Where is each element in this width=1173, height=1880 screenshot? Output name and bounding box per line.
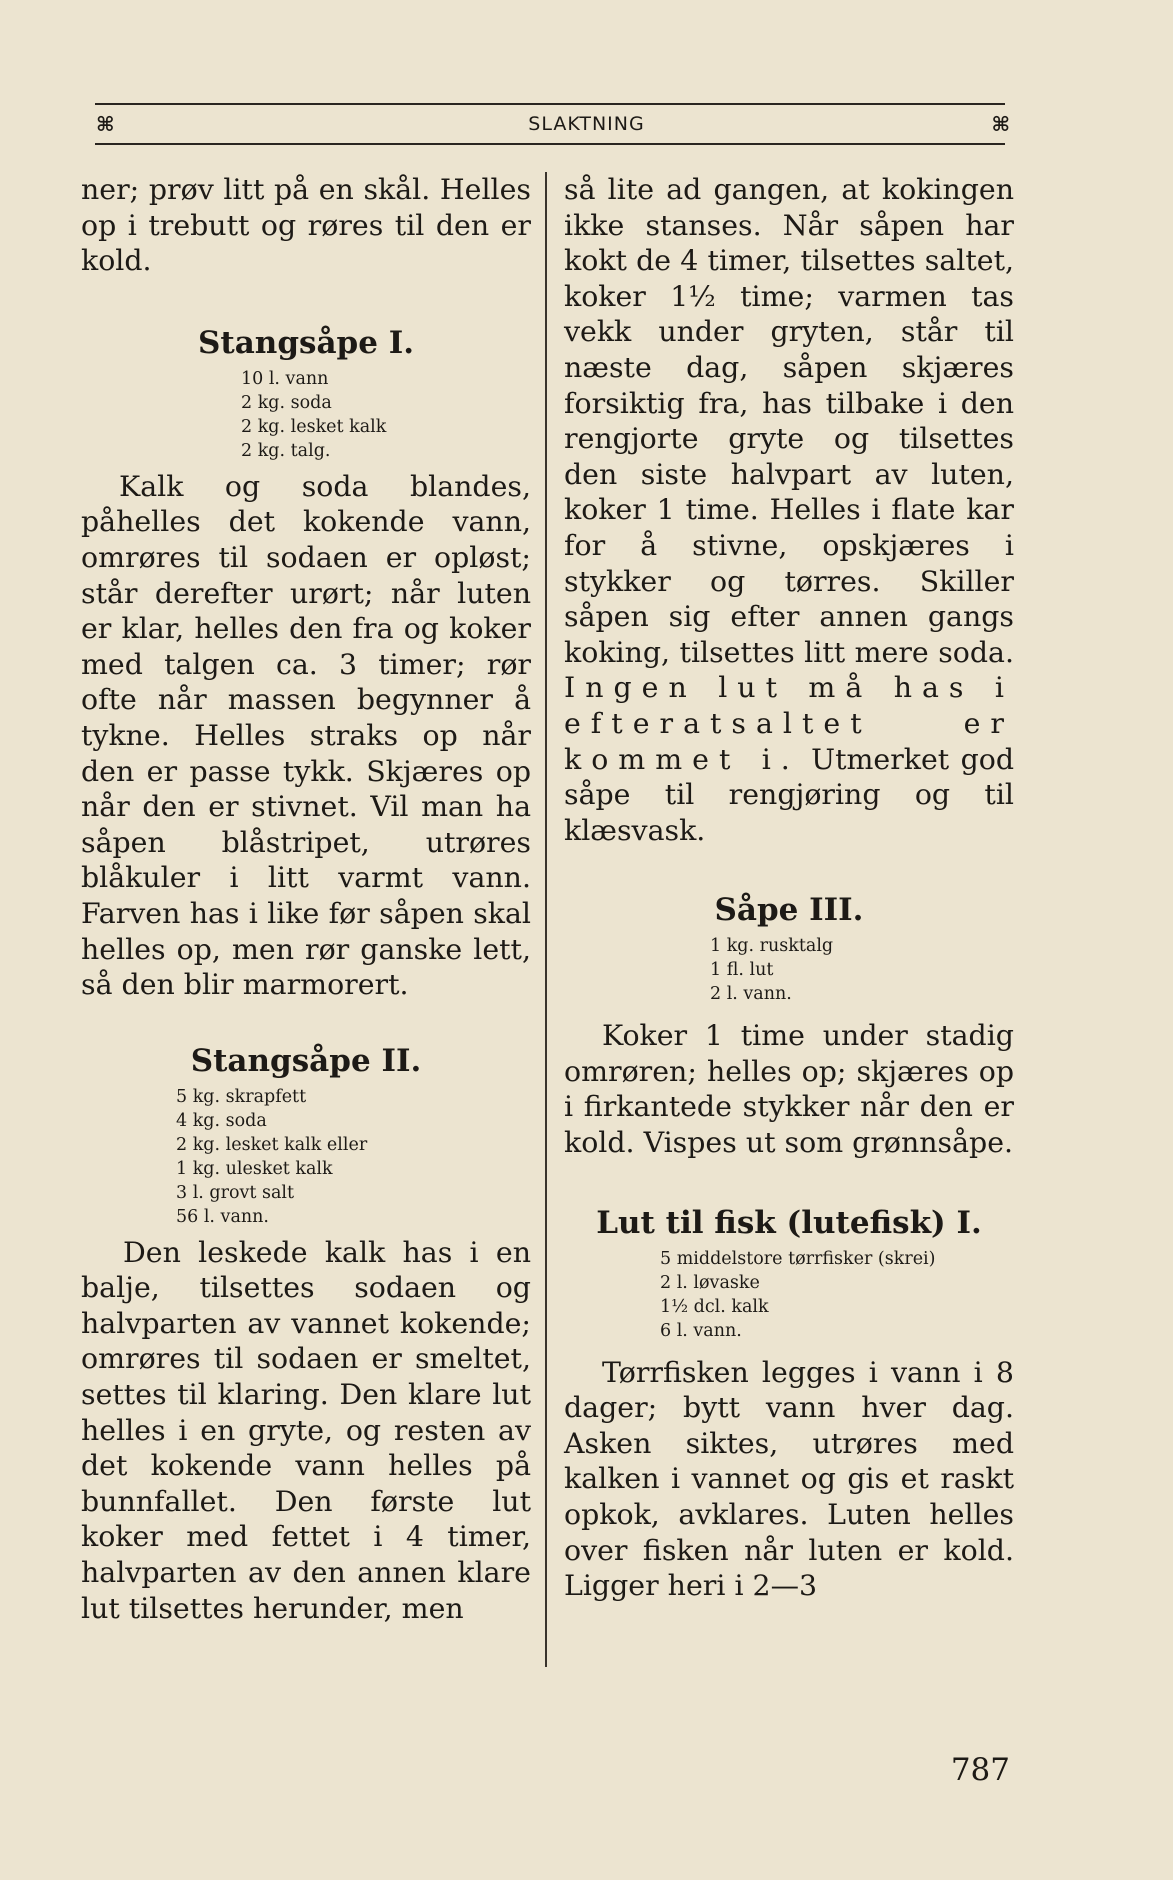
recipe-text-sape-3: Koker 1 time under stadig omrøren; helles op; skjæres op i firkantede stykker når den er kold. Vispes ut som grønnsåpe.: [564, 1019, 1014, 1160]
ingredient-item: 1½ dcl. kalk: [660, 1296, 769, 1317]
ingredient-item: 1 fl. lut: [710, 960, 774, 981]
column-divider: [545, 172, 547, 1667]
running-header-title: SLAKTNING: [528, 113, 645, 135]
continued-text: så lite ad gangen, at kokingen ikke stanses. Når såpen har kokt de 4 timer, tilsettes saltet, koker 1½ time; varmen tas vekk under gryten, står til næste dag, såpen skjæres forsiktig fra, has tilbake i den rengjorte gryte og tilsettes den siste halvpart av luten, koker 1 time. Helles i flate kar for å stivne, opskjæres i stykker og tørres. Skiller såpen sig efter annen gangs koking, tilsettes litt mere soda.: [564, 173, 1014, 669]
ingredient-list-stangsape-2: [176, 1085, 531, 1229]
continued-paragraph: [564, 172, 1014, 848]
recipe-title-lutefisk-1: Lut til fisk (lutefisk) I.: [596, 1204, 982, 1241]
header-bottom-rule: [95, 143, 1005, 145]
ingredient-item: 4 kg. soda: [176, 1110, 267, 1131]
ingredient-item: 56 l. vann.: [176, 1206, 269, 1227]
ingredient-item: 2 l. vann.: [710, 984, 792, 1005]
left-column: [81, 172, 531, 1626]
header-right-ornament: ⌘: [991, 112, 1010, 136]
emphasized-warning: Ingen lut må has i efteratsaltet er kommet i.: [564, 671, 1014, 776]
ingredient-item: 2 kg. lesket kalk eller: [176, 1134, 368, 1155]
ingredient-item: 1 kg. rusktalg: [710, 936, 834, 957]
recipe-text-stangsape-1: Kalk og soda blandes, påhelles det kokende vann, omrøres til sodaen er opløst; står derefter urørt; når luten er klar, helles den fra og koker med talgen ca. 3 timer; rør ofte når massen begynner å tykne. Helles straks op når den er passe tykk. Skjæres op når den er stivnet. Vil man ha såpen blåstripet, utrøres blåkuler i litt varmt vann. Farven has i like før såpen skal helles op, men rør ganske lett, så den blir marmorert.: [81, 469, 531, 1002]
ingredient-list-lutefisk-1: [660, 1247, 1014, 1343]
recipe-title-stangsape-1: Stangsåpe I.: [197, 324, 415, 361]
ingredient-item: 2 kg. soda: [241, 392, 332, 413]
ingredient-item: 5 middelstore tørrfisker (skrei): [660, 1248, 936, 1269]
recipe-title-sape-3: Såpe III.: [714, 892, 864, 929]
ingredient-item: 10 l. vann: [241, 368, 329, 389]
intro-paragraph: ner; prøv litt på en skål. Helles op i trebutt og røres til den er kold.: [81, 173, 531, 278]
recipe-text-stangsape-2: Den leskede kalk has i en balje, tilsettes sodaen og halvparten av vannet kokende; omrøres til sodaen er smeltet, settes til klaring. Den klare lut helles i en gryte, og resten av det kokende vann helles på bunnfallet. Den første lut koker med fettet i 4 timer, halvparten av den annen klare lut tilsettes herunder, men: [81, 1235, 531, 1625]
ingredient-item: 2 kg. talg.: [241, 440, 331, 461]
ingredient-list-stangsape-1: [241, 367, 531, 463]
ingredient-item: 6 l. vann.: [660, 1320, 742, 1341]
ingredient-item: 2 l. løvaske: [660, 1272, 760, 1293]
header-left-ornament: ⌘: [96, 112, 115, 136]
closing-text: Utmerket god såpe til rengjøring og til klæsvask.: [564, 742, 1015, 847]
page-number: 787: [950, 1752, 1010, 1788]
recipe-text-lutefisk-1: Tørrfisken legges i vann i 8 dager; bytt vann hver dag. Asken siktes, utrøres med kalken i vannet og gis et raskt opkok, avklares. Luten helles over fisken når luten er kold. Ligger heri i 2—3: [564, 1355, 1014, 1603]
right-column: [564, 172, 1014, 1604]
ingredient-item: 1 kg. ulesket kalk: [176, 1158, 333, 1179]
ingredient-item: 2 kg. lesket kalk: [241, 416, 387, 437]
ingredient-item: 3 l. grovt salt: [176, 1182, 295, 1203]
header-top-rule: [95, 103, 1005, 105]
ingredient-list-sape-3: [710, 934, 1014, 1006]
ingredient-item: 5 kg. skrapfett: [176, 1086, 307, 1107]
recipe-title-stangsape-2: Stangsåpe II.: [190, 1042, 422, 1079]
